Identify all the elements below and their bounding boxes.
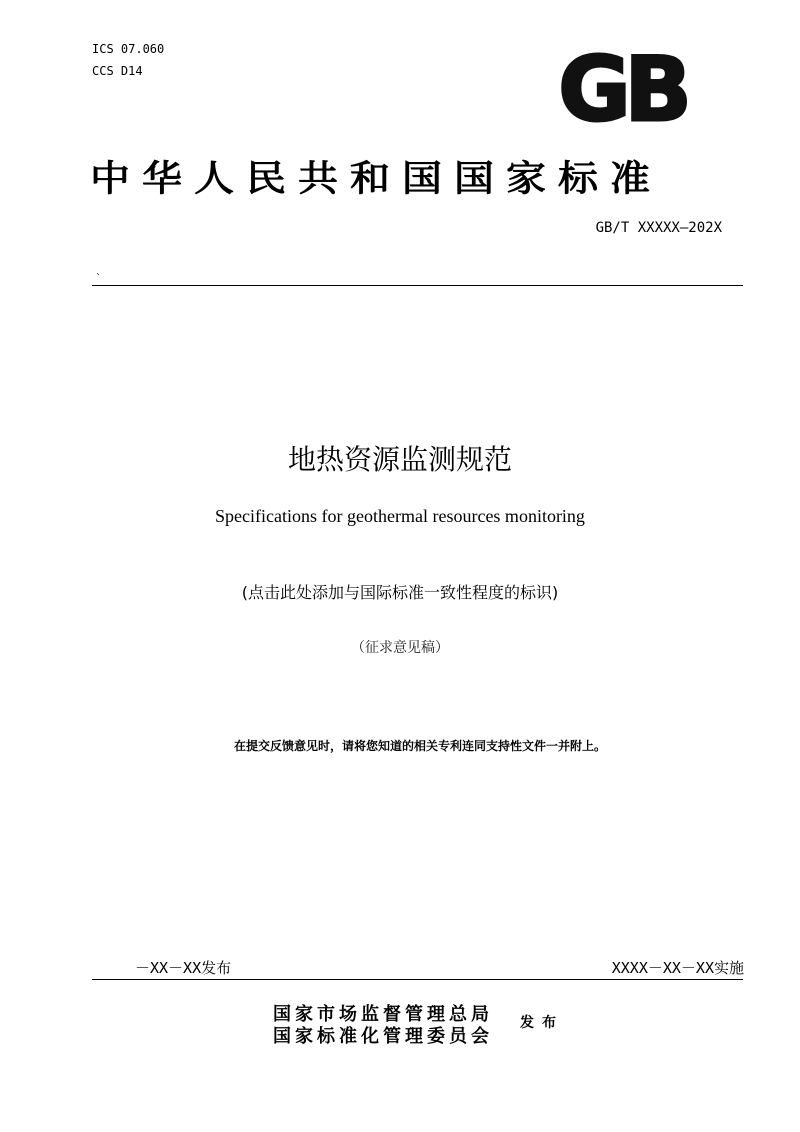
issue-date: －XX－XX发布 [135,959,232,977]
gb-logo [543,48,701,130]
bottom-divider [92,979,743,980]
top-divider [92,285,743,286]
implementation-date: XXXX－XX－XX实施 [611,959,744,977]
gb-logo-text: GB [558,48,686,130]
consistency-placeholder[interactable]: (点击此处添加与国际标准一致性程度的标识) [241,583,559,602]
document-title-cn: 地热资源监测规范 [287,443,512,476]
patent-notice: 在提交反馈意见时，请将您知道的相关专利连同支持性文件一并附上。 [233,739,606,753]
ics-code: ICS 07.060 [92,42,165,56]
standard-number: GB/T XXXXX—202X [595,220,722,236]
issuing-agency-samr: 国家市场监督管理总局 [273,1004,493,1025]
classification-codes [92,38,164,82]
ccs-code: CCS D14 [92,64,143,78]
issuing-agency-sac: 国家标准化管理委员会 [273,1026,493,1047]
stray-mark: ` [96,273,101,284]
document-title-en: Specifications for geothermal resources monitoring [215,506,585,526]
draft-status: （征求意见稿） [351,640,449,656]
publish-label: 发布 [520,1015,564,1031]
national-standard-title: 中华人民共和国国家标准 [90,157,662,200]
